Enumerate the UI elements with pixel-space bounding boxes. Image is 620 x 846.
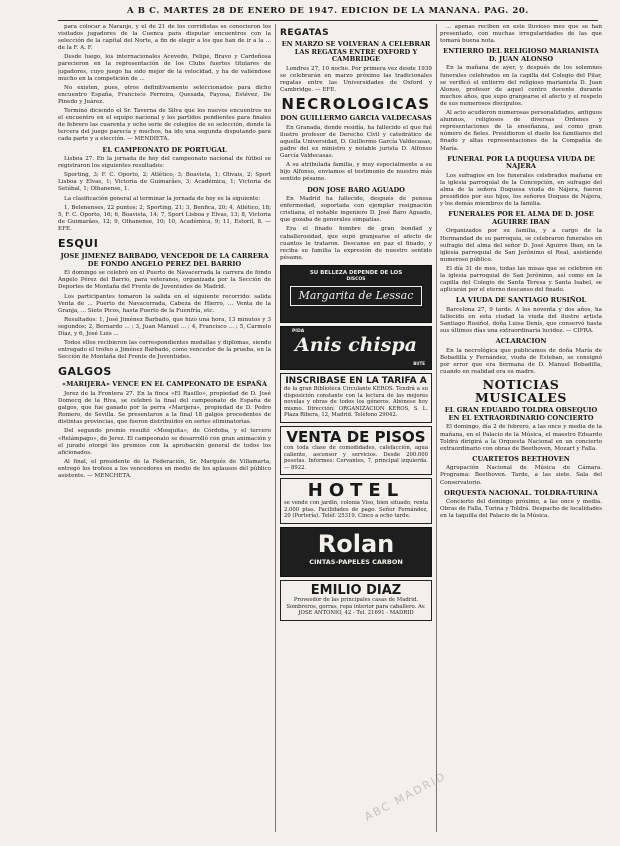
section-necrologicas: NECROLOGICAS [281, 95, 431, 114]
headline-duquesa-najera: FUNERAL POR LA DUQUESA VIUDA DE NAJERA [447, 154, 595, 171]
headline-aguirre-iban: FUNERALES POR EL ALMA DE D. JOSE AGUIRRE IBAN [448, 210, 594, 226]
ad-subtitle: CINTAS-PAPELES CARBON [309, 558, 403, 567]
article-paragraph: Al final, el presidente de la Federación, Sr. Marqués de Villamarta, entregó los trofeos a los vencedores en medio de los aplausos del público asistente. — MENCHETA. [58, 458, 271, 479]
right-column [440, 24, 602, 832]
article-paragraph: En la necrológica que publicamos de doña María de Bobadilla y Fernández, viuda de Esteban, se consignó por error que era hermana de D. Manuel Bobadilla, cuando en realidad era su madre. [440, 347, 602, 376]
article-paragraph: Terminó diciendo el Sr. Taverna de Silva que los nuevos encuentros no el encuentro en el equipo nacional y los partidos pendientes para finales de febrero las cuarenta y ocho serie de colegios de su selección, donde la tercera del juego parecía y muchos, ha ido una segunda disputando para cada parte y a elección. — MENDIETA. [58, 108, 271, 143]
ad-emilio-diaz [280, 580, 432, 621]
ad-brand: Margarita de Lessac [298, 288, 414, 302]
ad-title: HOTEL [307, 480, 405, 502]
ad-subtitle: DISCOS [346, 277, 366, 283]
ad-title: EMILIO DIAZ [310, 583, 402, 599]
headline-jimenez-barbado: JOSE JIMENEZ BARBADO, VENCEDOR DE LA CARRERA DE FONDO ANGELO PEREZ DEL BARRIO [60, 252, 269, 268]
ad-margarita-lessac [280, 265, 432, 323]
article-paragraph: ... apenas reciben en este lluvioso mes que se han presentado, con muchas irregularidades de las que tomará buena nota. [440, 24, 602, 45]
headline-rusinol: LA VIUDA DE SANTIAGO RUSIÑOL [455, 296, 587, 305]
article-paragraph: Barcelona 27, 9 tarde. A los noventa y dos años, ha fallecido en esta ciudad la viuda del ilustre artista Santiago Rusiñol, doña Luisa Denís, que conservó hasta sus últimos días una extraordinaria lucidez. — CIFRA. [440, 306, 602, 335]
article-paragraph: A su atribulada familia, y muy especialmente a su hijo Alfonso, enviamos el testimonio de nuestro más sentido pésame. [280, 162, 432, 183]
ad-body: Proveedor de las principales casas de Madrid. Sombreros, gorras, ropa interior para caballero. Av. JOSE ANTONIO, 42 - Tel. 21691 - MADRID [286, 597, 426, 617]
article-paragraph: Resultados: 1, José Jiménez Barbado, que hizo una hora, 13 minutos y 3 segundos; 2, Bernardo ... ; 3, Juan Manuel ... ; 4, Francisco ... ; 5, Carmelo Díaz, y 6, José Luis ... [58, 316, 271, 337]
article-paragraph: Organizados por su familia, y a cargo de la Hermandad de su parroquia, se celebraron funerales en sufragio del alma del señor D. José Aguirre Iban, en la iglesia parroquial de San Jerónimo el Real, asistiendo numeroso público. [440, 228, 602, 263]
headline-orquesta-nacional: ORQUESTA NACIONAL. TOLDRA-TURINA [444, 488, 598, 497]
headline-regatas: EN MARZO SE VOLVERAN A CELEBRAR LAS REGATAS ENTRE OXFORD Y CAMBRIDGE [281, 40, 431, 64]
section-galgos: GALGOS [58, 365, 112, 379]
section-noticias-musicales: NOTICIAS MUSICALES [474, 377, 567, 405]
headline-toldra: EL GRAN EDUARDO TOLDRA OBSEQUIO EN EL EXTRAORDINARIO CONCIERTO [444, 406, 598, 422]
headline-portugal: EL CAMPEONATO DE PORTUGAL [102, 145, 227, 154]
watermark-stamp: ABC MADRID [362, 769, 449, 824]
column-divider-1 [275, 24, 276, 832]
article-paragraph: 1, Belenenses, 22 puntos; 2, Sporting, 21; 3, Benfica, 20; 4, Atlético, 18; 5, F. C. Oporto, 16; 6, Boavista, 14; 7, Sport Lisboa y Elvas, 13; 8, Victoria de Guimarães, 12; 9, Olhanense, 10; 10, Académica, 9; 11, Estoril, 8. — EFE. [58, 204, 271, 232]
headline-marijera: «MARIJERA» VENCE EN EL CAMPEONATO DE ESPAÑA [62, 380, 267, 389]
ad-body: con toda clase de comodidades, calefacción, agua caliente, ascensor y servicios. Desde 200.000 pesetas. Informes: Cervantes, 7, principal izquierda. — 8922. [284, 444, 428, 471]
article-paragraph: En Granada, donde residía, ha fallecido el que fué ilustre profesor de Derecho Civil y catedrático de aquella Universidad, D. Guillermo García Valdecasas, padre del ex ministro y notable jurista D. Alfonso García Valdecasas. [280, 124, 432, 160]
article-paragraph: El día 31 de mes, todas las misas que se celebren en la iglesia parroquial de San Jerónimo, así como en la capilla del Colegio de Santa Teresa y Santa Isabel, se aplicarán por el eterno descanso del finado. [440, 265, 602, 294]
article-paragraph: Era el finado hombre de gran bondad y caballerosidad, que supo granjearse el afecto de cuantos le trataron. Descanse en paz el finado, y reciba su familia la expresión de nuestro sentido pésame. [280, 226, 432, 261]
column-divider-2 [436, 24, 437, 832]
article-paragraph: Sporting, 3; F. C. Oporto, 2; Atlético, 3; Boavista, 1; Olivais, 2; Sport Lisboa y Elvas, 1; Victoria de Guimarães, 3; Académica, 1; Victoria de Setúbal, 1; Olhanense, 1. [58, 172, 271, 193]
ad-title: INSCRIBASE EN LA TARIFA A [285, 375, 427, 386]
article-paragraph: Del segundo premio resultó «Mosquita», de Córdoba, y el tercero «Relámpago», de Jerez. El campeonato se desarrolló con gran animación y el jurado otorgó los premios con la aprobación general de todos los aficionados. [58, 428, 271, 456]
article-paragraph: Jerez de la Frontera 27. En la finca «El Rasillo», propiedad de D. José Domecq de la Riva, se celebró la final del campeonato de España de galgos, que fue ganado por la perra «Marijera», propiedad de D. Pedro Romero, de Sevilla. Se presentaron a la final 18 galgos procedentes de distintas provincias, que fueron distribuidos en series eliminatorias. [58, 390, 271, 426]
ad-keros [280, 373, 432, 423]
article-paragraph: Los participantes tomaron la salida en el siguiente recorrido: salida Venta de ... Puerto de Navacerrada, Cabeza de Hierro, ... Venta de la Granja, ... Siete Picos, hasta Puerto de la Fuenfría, etc. [58, 293, 271, 314]
page-header: A B C. MARTES 28 DE ENERO DE 1947. EDICION DE LA MAÑANA. PAG. 20. [127, 6, 529, 16]
ad-tagline: SU BELLEZA DEPENDE DE LOS [309, 269, 403, 276]
headline-baro-aguado: DON JOSE BARO AGUADO [307, 185, 405, 194]
ad-rolan [280, 527, 432, 577]
article-paragraph: Lisboa 27. En la jornada de hoy del campeonato nacional de fútbol se registraron los siguientes resultados: [58, 156, 271, 170]
article-paragraph: Agrupación Nacional de Música de Cámara. Programa: Beethoven. Tarde, a las siete. Sala del Conservatorio. [440, 465, 602, 486]
ad-hotel [280, 478, 432, 524]
headline-juan-alonso: ENTIERRO DEL RELIGIOSO MARIANISTA D. JUAN ALONSO [443, 47, 599, 63]
section-esqui: ESQUI [58, 237, 99, 251]
ad-title: VENTA DE PISOS [286, 427, 426, 446]
article-paragraph: Al acto acudieron numerosas personalidades, antiguos alumnos, religiosos de diversas Órdenes y representaciones de la enseñanza, así como gran número de fieles. Presidieron el duelo los familiares del finado y altas representaciones de la Compañía de María. [440, 110, 602, 152]
left-column [58, 24, 271, 832]
ad-anis-chispa [280, 326, 432, 370]
headline-aclaracion: ACLARACION [495, 337, 547, 346]
ad-body: se vende con jardín, colonia Viso, bien situado, renta 2.000 ptas. Facilidades de pago. Señor Fernández, 20 (Portería). Teléf. 25319. Cinco a ocho tarde. [284, 500, 428, 520]
headline-garcia-valdecasas: DON GUILLERMO GARCIA VALDECASAS [280, 114, 432, 123]
middle-column [280, 24, 432, 832]
article-paragraph: La clasificación general al terminar la jornada de hoy es la siguiente: [64, 195, 261, 202]
article-paragraph: En la mañana de ayer, y después de los solemnes funerales celebrados en la capilla del Colegio del Pilar, se verificó el entierro del religioso marianista D. Juan Alonso, profesor de aquel centro docente durante muchos años, que supo granjearse el afecto y el respeto de sus numerosos discípulos. [440, 65, 602, 107]
article-paragraph: El domingo, día 2 de febrero, a las once y media de la mañana, en el Palacio de la Música, el maestro Eduardo Toldrá dirigirá a la Orquesta Nacional en un concierto extraordinario con obras de Beethoven, Mozart y Falla. [440, 424, 602, 452]
ad-brand: Anis chispa [295, 334, 417, 357]
section-regatas: REGATAS [280, 28, 330, 38]
article-paragraph: El domingo se celebró en el Puerto de Navacerrada la carrera de fondo Ángelo Pérez del Barrio, para veteranos, organizada por la Sección de Deportes de Montaña del Frente de Juventudes de Madrid. [58, 270, 271, 291]
article-paragraph: Los sufragios en los funerales celebrados mañana en la iglesia parroquial de la Concepción, en sufragio del alma de la señora Duquesa viuda de Nájera, fueron presididos por sus hijos, los señores Duques de Nájera, y los demás miembros de la familia. [440, 172, 602, 208]
article-paragraph: No existen, pues, otros definitivamente seleccionados para dicho encuentro España, Francisco Ferreira, Quesada, Fayosa, Estévez, De Pinedo y Juárez. [58, 84, 271, 105]
article-paragraph: para colocar a Naranjo, y el de 21 de los corridistas se conocieron los visitados jugadores de la Cuenca para disputar encuentros con la selección de la capital del Norte, a fin de elegir a los que han de ir a la ... de la F. A. F. [58, 24, 271, 52]
ad-body: de la gran Biblioteca Circulante KEROS. Tendrá a su disposición constante con la lectura de las mejores novelas y obras de todos los géneros. Abónese hoy mismo. Dirección: ORGANIZACION KEROS, S. L. Plaza Ribera, 12, Madrid. Teléfono 29042. [284, 385, 428, 419]
article-paragraph: Desde luego, los internacionales Acevedo, Felipe, Bravo y Cardeñosa parecieron en la representación de los Clubs fuertes titulares de jugadores, cuyo juego ha sido mejor de la velocidad, y ha de valiéndose mucho en la competición de ... [58, 54, 271, 82]
ad-pida: PIDA [292, 328, 305, 334]
header-rule [58, 20, 598, 21]
article-paragraph: En Madrid ha fallecido, después de penosa enfermedad, soportada con ejemplar resignación cristiana, el notable ingeniero D. José Baro Aguado, que gozaba de generales simpatías. [280, 196, 432, 224]
article-paragraph: Todos ellos recibieron las correspondientes medallas y diplomas, siendo entregado el trofeo a Jiménez Barbado, como vencedor de la prueba, en la Sección de Montaña del Frente de Juventudes. [58, 340, 271, 361]
ad-maker: BUTE [413, 360, 425, 366]
ad-venta-pisos [280, 426, 432, 475]
article-paragraph: Londres 27, 10 noche. Por primera vez desde 1939 se celebrarán en marzo próximo las tradicionales regatas entre las Universidades de Oxford y Cambridge. — EFE. [280, 65, 432, 94]
ad-brand: Rolan [317, 530, 395, 559]
headline-cuartetos: CUARTETOS BEETHOVEN [472, 454, 570, 463]
article-paragraph: Concierto del domingo próximo, a las once y media. Obras de Falla, Turina y Toldrá. Despacho de localidades en la taquilla del Palacio de la Música. [440, 499, 602, 520]
